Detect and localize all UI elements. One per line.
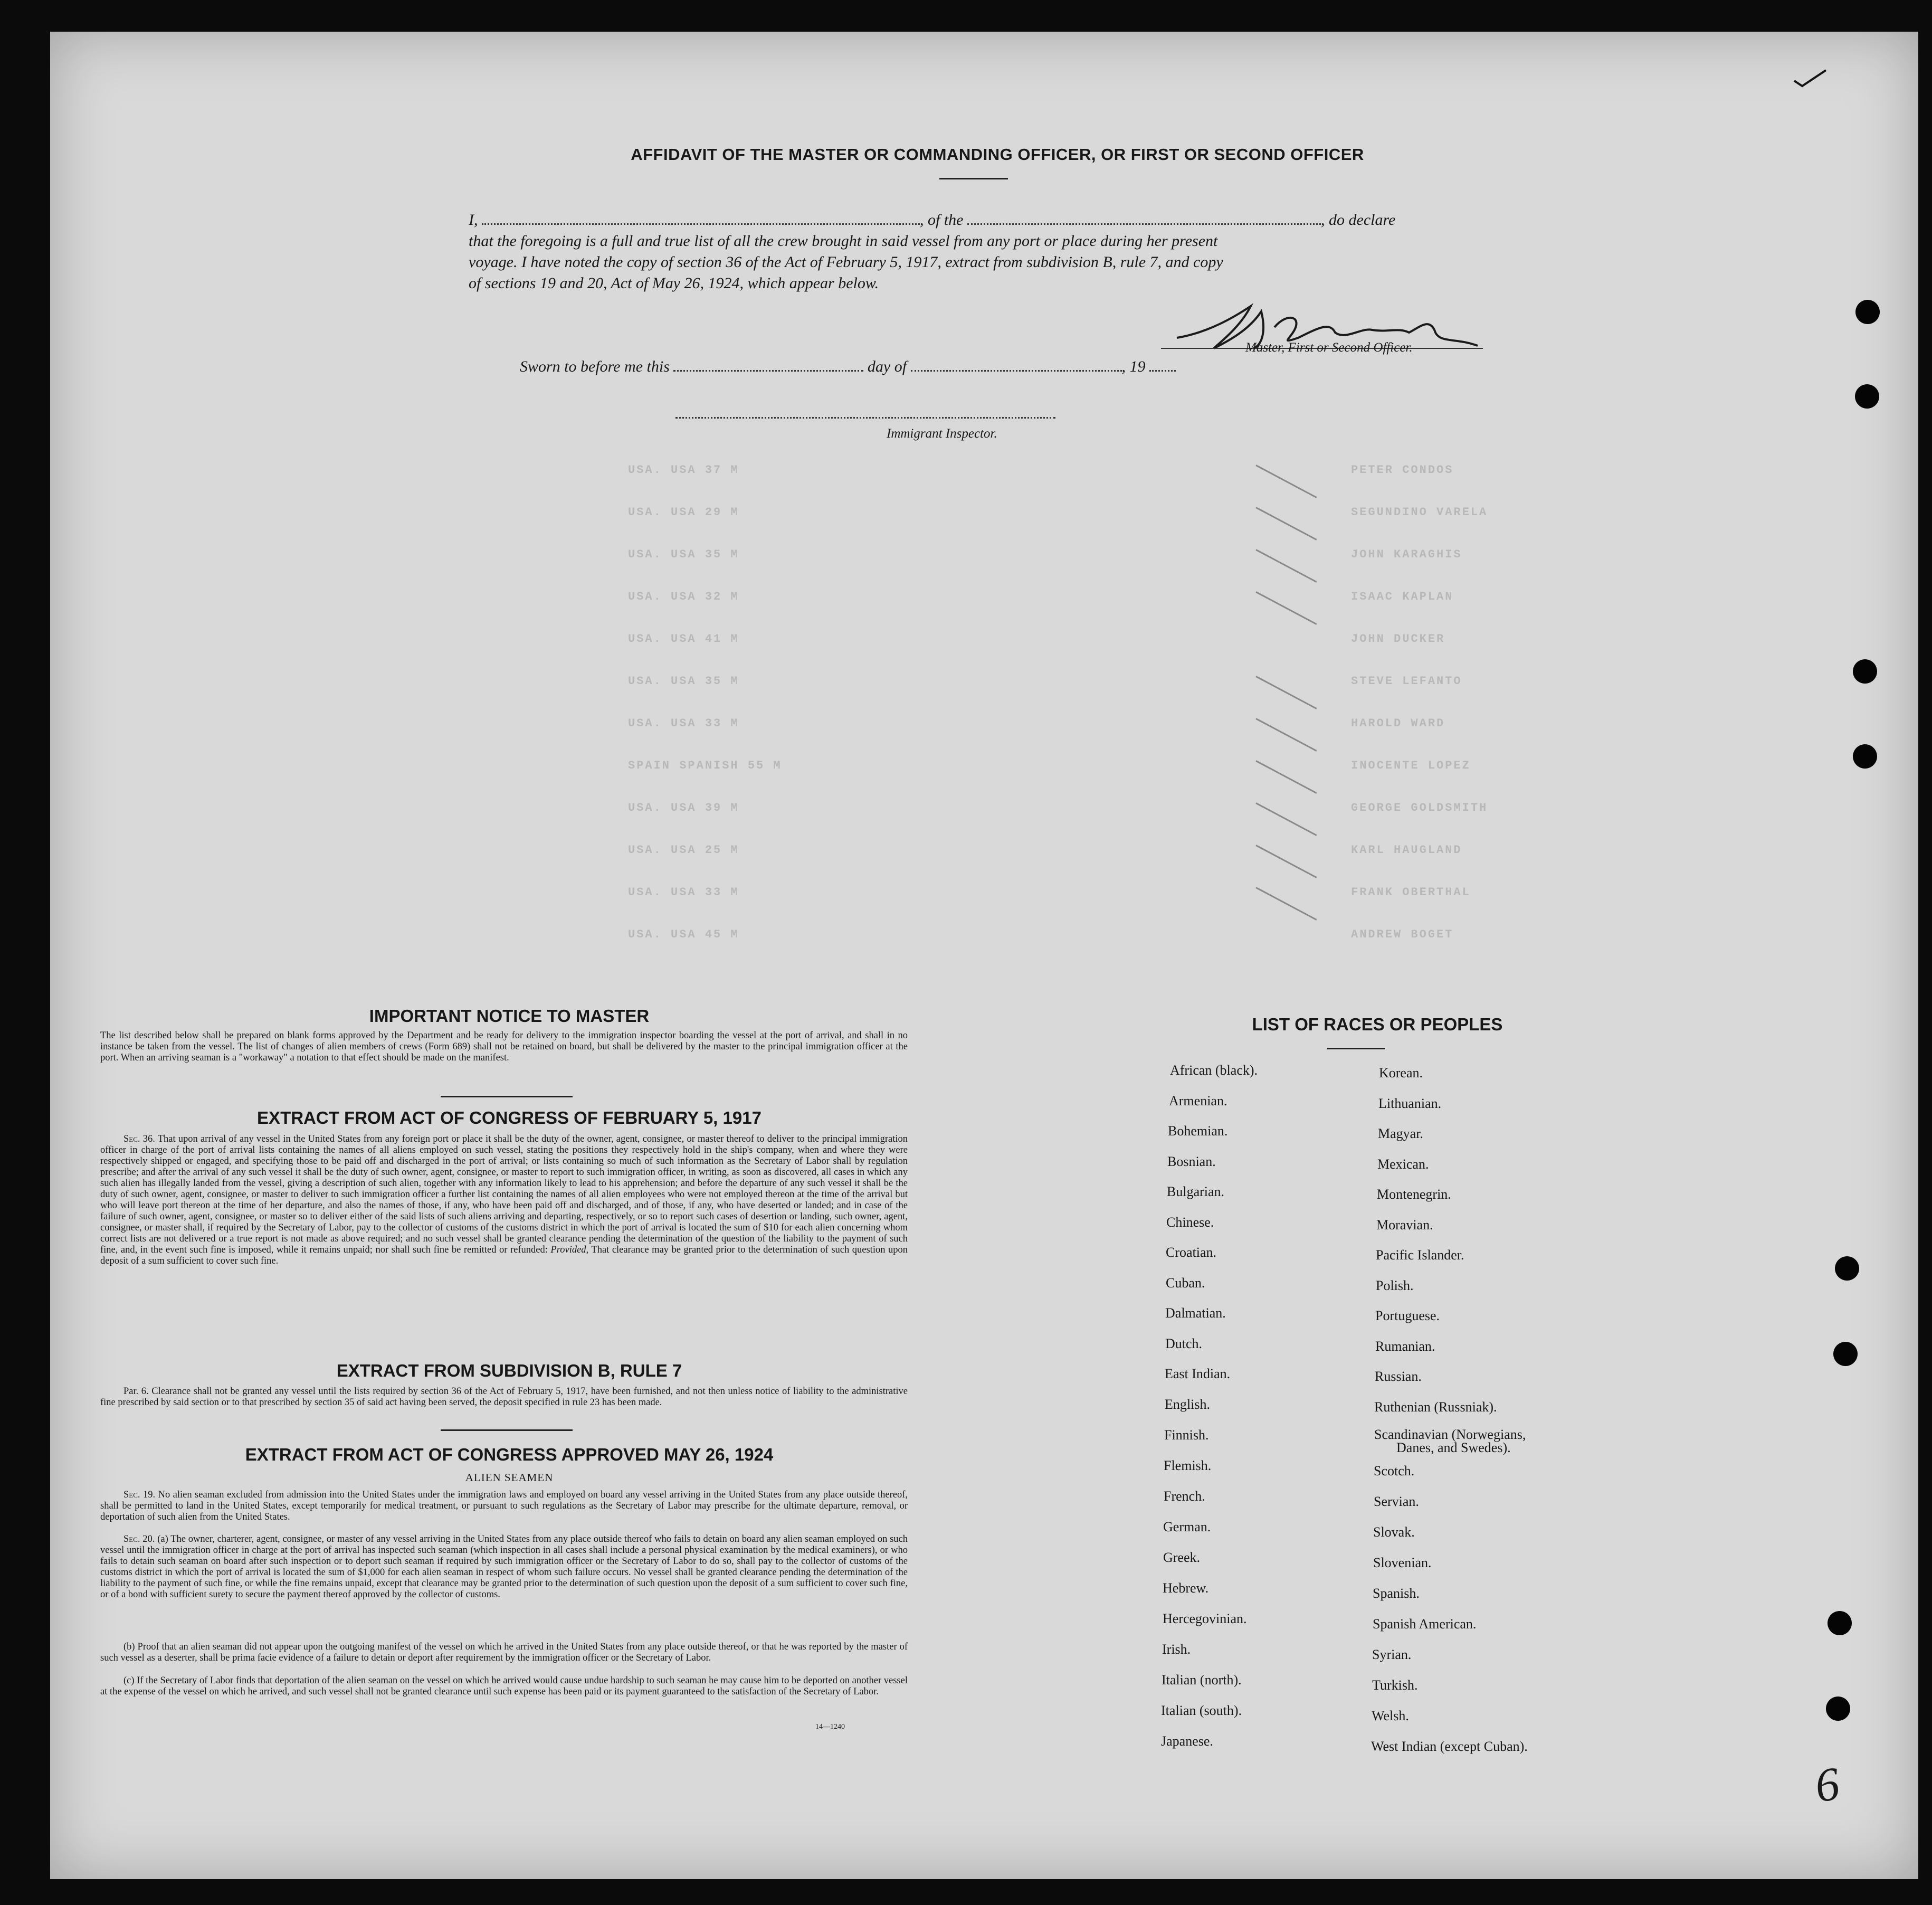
race-item: Welsh. <box>1372 1708 1409 1723</box>
form-number: 14—1240 <box>815 1723 845 1731</box>
race-item: Dutch. <box>1165 1336 1203 1351</box>
race-item: Bulgarian. <box>1167 1184 1225 1199</box>
sec-20-label: Sec. 20. <box>123 1534 155 1544</box>
form-sheet <box>50 32 1918 1879</box>
race-item: Dalmatian. <box>1165 1305 1226 1321</box>
binder-hole <box>1853 659 1877 684</box>
sec-20a-paragraph <box>100 1534 908 1600</box>
extract-1917-title: EXTRACT FROM ACT OF CONGRESS OF FEBRUARY 5, 1917 <box>257 1108 762 1127</box>
binder-hole <box>1828 1611 1852 1635</box>
race-item: Servian. <box>1374 1494 1419 1509</box>
binder-hole <box>1853 744 1877 769</box>
race-item: Korean. <box>1379 1065 1423 1081</box>
race-item: Russian. <box>1375 1369 1422 1384</box>
of-the-label: , of the <box>920 211 964 229</box>
race-item: Pacific Islander. <box>1376 1247 1464 1263</box>
race-item: Hercegovinian. <box>1163 1611 1247 1626</box>
race-item: Slovak. <box>1373 1524 1415 1540</box>
sworn-year-field[interactable] <box>1149 370 1176 372</box>
sworn-line <box>520 358 1176 376</box>
notice-body: The list described below shall be prepared on blank forms approved by the Department and be ready for delivery to the immigration inspector boarding the vessel at the port of arrival, and shall in no instance be taken from the vessel. The list of changes of alien members of crews (Form 689) shall not be retained on board, but shall be delivered by the master to the principal immigration officer at the port. When an arriving seaman is a "workaway" a notation to that effect should be made on the manifest. <box>100 1030 908 1063</box>
title-underline <box>939 178 1008 179</box>
race-item: Irish. <box>1162 1642 1191 1657</box>
race-item: French. <box>1164 1489 1205 1504</box>
inspector-signature-line[interactable] <box>675 417 1055 419</box>
page-mark: 6 <box>1812 1757 1843 1813</box>
races-title: LIST OF RACES OR PEOPLES <box>1252 1015 1503 1034</box>
race-item: German. <box>1163 1519 1211 1534</box>
sec-19-text: No alien seaman excluded from admission into the United States under the immigration laws and employed on board any vessel arriving in the United States from any place outside thereof, shall be permitted to land in the United States, except temporarily for medical treatment, or pursuant to such regulations as the Secretary of Labor may prescribe for the ultimate departure, removal, or deportation of such alien from the United States. <box>100 1490 908 1522</box>
race-item: Hebrew. <box>1163 1580 1209 1596</box>
race-item: Croatian. <box>1166 1245 1217 1260</box>
do-declare-label: , do declare <box>1321 211 1396 229</box>
race-item: Portuguese. <box>1375 1308 1440 1323</box>
sworn-month-field[interactable] <box>911 370 1122 372</box>
sec-20b-paragraph: (b) Proof that an alien seaman did not appear upon the outgoing manifest of the vessel on which he arrived in the United States from any place outside thereof, or that he was reported by the master of such vessel as a deserter, shall be prima facie evidence of a failure to detain or deport after requirement by the immigration officer or the Secretary of Labor. <box>100 1642 908 1663</box>
divider <box>441 1429 573 1431</box>
race-item: Syrian. <box>1372 1647 1412 1662</box>
race-item: Rumanian. <box>1375 1339 1435 1354</box>
sworn-prefix: Sworn to before me this <box>520 358 670 375</box>
sworn-day-field[interactable] <box>673 370 863 372</box>
race-item: Montenegrin. <box>1377 1187 1451 1202</box>
sec-20c-paragraph: (c) If the Secretary of Labor finds that deportation of the alien seaman on the vessel on which he arrived would cause undue hardship to such seaman he may cause him to be deported on another vessel at the expense of the vessel on which he arrived, and such vessel shall not be granted clearance until such expense has been paid or its payment guaranteed to the satisfaction of the Secretary of Labor. <box>100 1675 908 1697</box>
race-item: Italian (north). <box>1162 1672 1242 1688</box>
alien-seamen-subtitle: ALIEN SEAMEN <box>465 1471 554 1484</box>
race-item: Lithuanian. <box>1378 1096 1442 1111</box>
race-item: Turkish. <box>1372 1677 1418 1693</box>
race-item: Mexican. <box>1377 1157 1429 1172</box>
binder-hole <box>1835 1256 1859 1281</box>
master-signature-label: Master, First or Second Officer. <box>1245 340 1413 355</box>
declarant-prefix: I, <box>469 211 478 229</box>
vessel-name-field[interactable] <box>967 223 1321 225</box>
affidavit-line-2: that the foregoing is a full and true list of all the crew brought in said vessel from any port or place during her present <box>469 232 1218 250</box>
notice-title: IMPORTANT NOTICE TO MASTER <box>369 1006 650 1026</box>
race-item: Finnish. <box>1164 1427 1209 1443</box>
race-item: Polish. <box>1376 1278 1414 1293</box>
race-item: Spanish. <box>1373 1586 1420 1601</box>
affidavit-line-1 <box>469 211 1514 229</box>
affidavit-line-4: of sections 19 and 20, Act of May 26, 1924, which appear below. <box>469 274 879 292</box>
sec-36-label: Sec. 36. <box>123 1134 155 1144</box>
race-item: Greek. <box>1163 1550 1201 1565</box>
affidavit-title: AFFIDAVIT OF THE MASTER OR COMMANDING OFFICER, OR FIRST OR SECOND OFFICER <box>631 145 1364 164</box>
sec-36-text: That upon arrival of any vessel in the United States from any foreign port or place it shall be the duty of the owner, agent, consignee, or master thereof to deliver to the principal immigration officer in charge of the port of arrival lists containing the names of all aliens employed on such vessel, stating the positions they respectively hold in the ship's company, when and where they were respectively shipped or engaged, and specifying those to be paid off and discharged in the port of arrival; or lists containing so much of such information as the Secretary of Labor shall by regulation prescribe; and after the arrival of any such vessel it shall be the duty of such owner, agent, consignee, or master to report to such immigration officer, in writing, as soon as discovered, all cases in which any such alien has illegally landed from the vessel, giving a description of such alien, together with any information likely to lead to his apprehension; and before the departure of any such vessel it shall be the duty of such owner, agent, consignee, or master to deliver to such immigration officer a further list containing the names of all alien employees who were not employed thereon at the time of the arrival but who will leave port thereon at the time of her departure, and also the names of those, if any, who have been paid off and discharged, and of those, if any, who have deserted or landed; and in case of the failure of such owner, agent, consignee, or master so to deliver either of the said lists of such aliens arriving and departing, respectively, or so to report such cases of desertion or landing, such owner, agent, consignee, or master shall, if required by the Secretary of Labor, pay to the collector of customs of the customs district in which the port of arrival is located the sum of $10 for each alien concerning whom correct lists are not delivered or a true report is not made as above required; and no such vessel shall be granted clearance pending the determination of the question of the liability to the payment of such fine, and, in the event such fine is imposed, while it remains unpaid; nor shall such fine be remitted or refunded: <box>100 1134 908 1255</box>
proviso-text: That clearance may be granted prior to the determination of such question upon deposit of a sum sufficient to cover such fine. <box>100 1245 908 1266</box>
proviso-label: Provided, <box>550 1245 589 1255</box>
rule-7-body: Par. 6. Clearance shall not be granted any vessel until the lists required by section 36 of the Act of February 5, 1917, have been furnished, and not then unless notice of liability to the administrative fine prescribed by said section or to that prescribed by section 35 of said act having been served, the deposit specified in rule 23 has been made. <box>100 1386 908 1408</box>
race-item: West Indian (except Cuban). <box>1371 1739 1528 1754</box>
race-item: Moravian. <box>1376 1217 1433 1233</box>
race-item: Slovenian. <box>1373 1555 1432 1570</box>
race-item: Bosnian. <box>1167 1154 1216 1169</box>
race-item: Cuban. <box>1166 1275 1205 1291</box>
races-title-underline <box>1327 1048 1385 1049</box>
race-item: African (black). <box>1170 1063 1258 1078</box>
sec-19-label: Sec. 19. <box>123 1490 156 1500</box>
race-item: Italian (south). <box>1161 1703 1242 1718</box>
binder-hole <box>1826 1697 1850 1721</box>
sworn-year-prefix: , 19 <box>1121 358 1146 375</box>
race-item: Chinese. <box>1166 1215 1214 1230</box>
race-item: Bohemian. <box>1168 1123 1228 1139</box>
race-item: Spanish American. <box>1373 1616 1477 1632</box>
binder-hole <box>1833 1342 1858 1366</box>
extract-1924-title: EXTRACT FROM ACT OF CONGRESS APPROVED MAY 26, 1924 <box>245 1445 774 1464</box>
race-item: Scotch. <box>1374 1463 1415 1478</box>
declarant-name-field[interactable] <box>482 223 920 225</box>
binder-hole <box>1855 300 1880 324</box>
inspector-label: Immigrant Inspector. <box>887 427 997 441</box>
race-item: East Indian. <box>1165 1366 1231 1381</box>
race-item: Flemish. <box>1164 1458 1212 1473</box>
divider <box>441 1096 573 1097</box>
check-mark-icon <box>1792 68 1829 89</box>
binder-hole <box>1855 384 1879 409</box>
race-item: Danes, and Swedes). <box>1396 1440 1511 1455</box>
sec-19-paragraph <box>100 1490 908 1523</box>
rule-7-title: EXTRACT FROM SUBDIVISION B, RULE 7 <box>336 1361 682 1380</box>
sworn-day-of: day of <box>867 358 907 375</box>
race-item: Scandinavian (Norwegians, <box>1374 1427 1526 1442</box>
race-item: Japanese. <box>1161 1733 1213 1749</box>
race-item: Magyar. <box>1378 1126 1423 1141</box>
sec-20a-text: (a) The owner, charterer, agent, consignee, or master of any vessel arriving in the United States from any place outside thereof who fails to detain on board any alien seaman employed on such vessel until the immigration officer in charge at the port of arrival has inspected such seaman (which inspection in all cases shall include a personal physical examination by the medical examiners), or who fails to detain such seaman on board after such inspection or to deport such seaman if required by such immigration officer or the Secretary of Labor to do so, shall pay to the collector of customs of the customs district in which the port of arrival is located the sum of $1,000 for each alien seaman in respect of whom such failure occurs. No vessel shall be granted clearance pending the determination of the liability to the payment of such fine, or while the fine remains unpaid, except that clearance may be granted prior to the determination of such question upon the deposit of a sum sufficient to cover such fine, or of a bond with sufficient surety to secure the payment thereof approved by the collector of customs. <box>100 1534 908 1600</box>
extract-1917-body <box>100 1134 908 1267</box>
affidavit-line-3: voyage. I have noted the copy of section 36 of the Act of February 5, 1917, extract from subdivision B, rule 7, and copy <box>469 253 1223 271</box>
race-item: Armenian. <box>1169 1093 1227 1108</box>
race-item: Ruthenian (Russniak). <box>1374 1399 1497 1415</box>
race-item: English. <box>1165 1397 1210 1412</box>
